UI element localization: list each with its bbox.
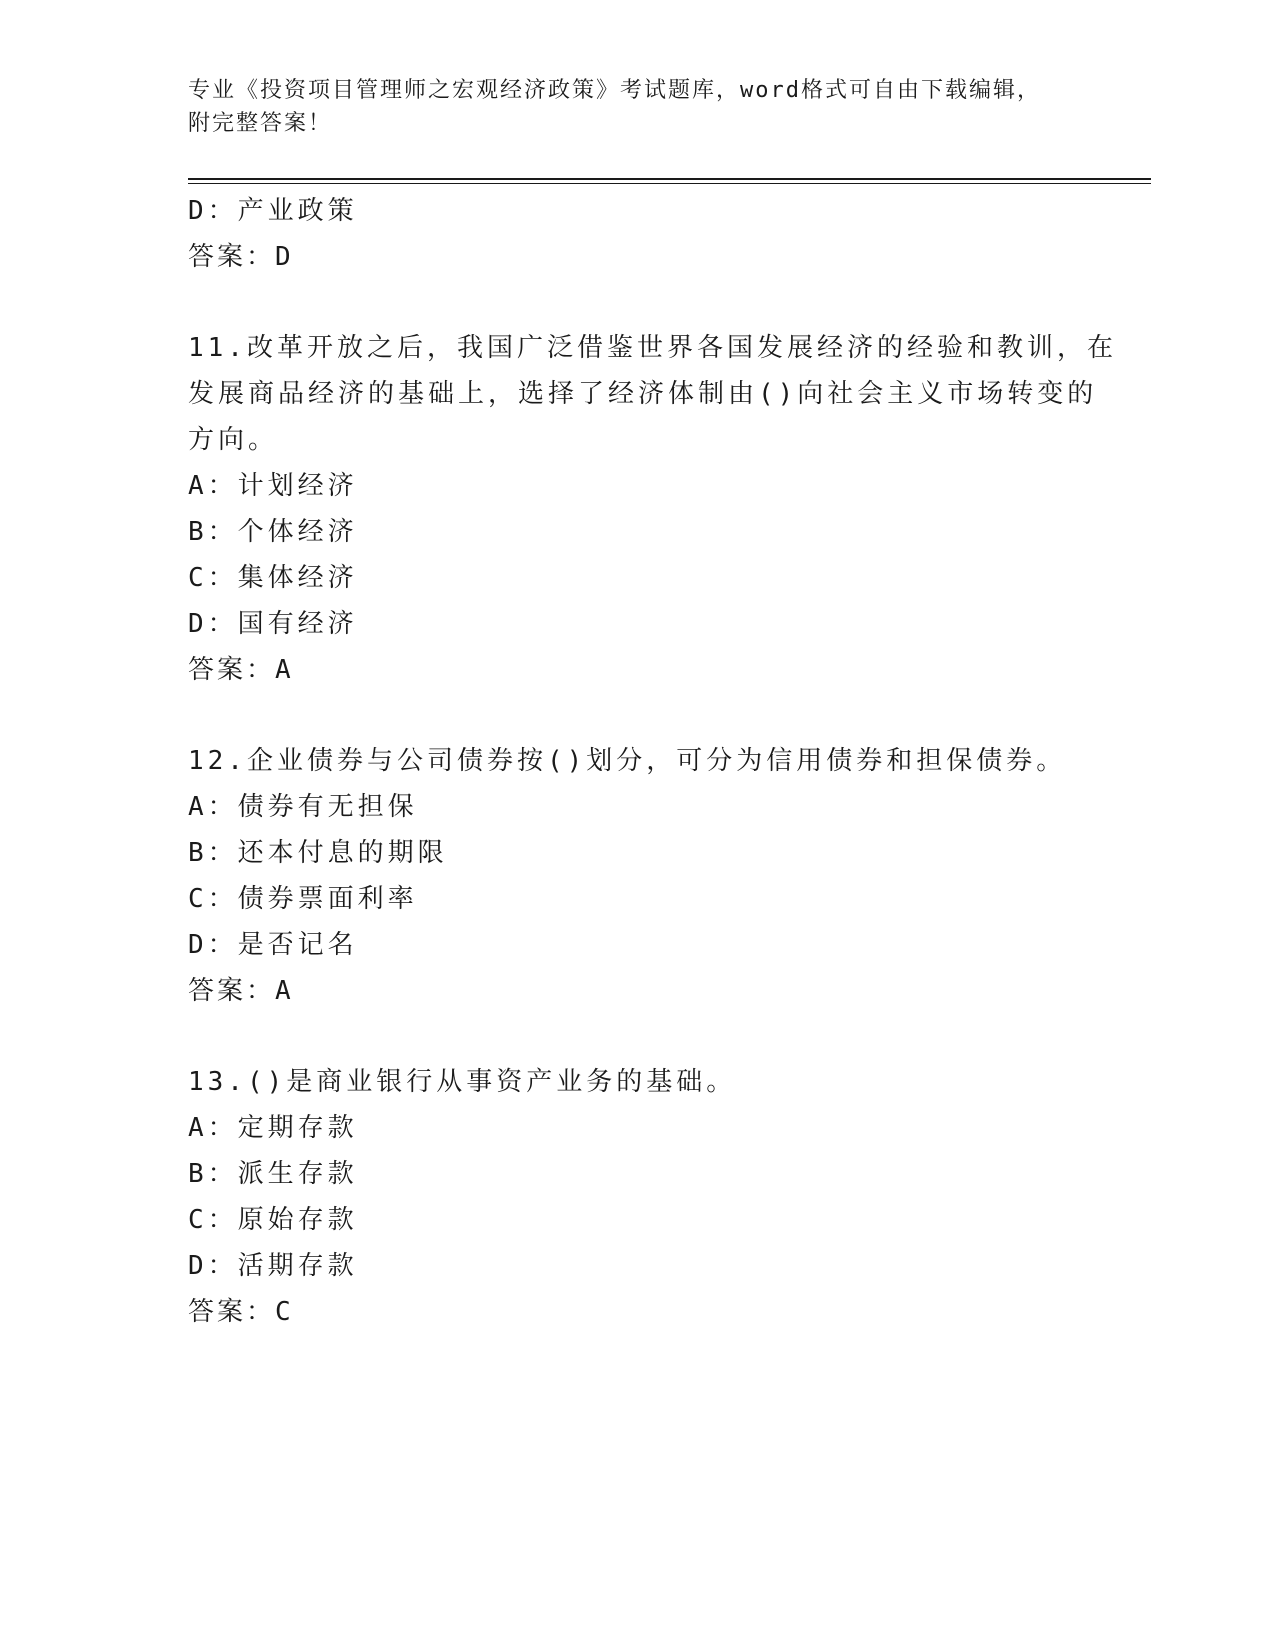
option-d: D：国有经济 bbox=[188, 609, 358, 639]
header-line-2: 附完整答案！ bbox=[188, 111, 333, 136]
answer-line bbox=[188, 647, 1088, 693]
option-c: C：集体经济 bbox=[188, 563, 358, 593]
option-b: B：还本付息的期限 bbox=[188, 838, 448, 868]
question-11 bbox=[188, 325, 1117, 693]
question-text-line: 发展商品经济的基础上，选择了经济体制由()向社会主义市场转变的 bbox=[188, 379, 1098, 409]
answer-line bbox=[188, 234, 1088, 280]
previous-question-block bbox=[188, 188, 1088, 280]
answer-line bbox=[188, 1289, 1088, 1335]
option-a: A：债券有无担保 bbox=[188, 792, 418, 822]
question-gap bbox=[188, 280, 1088, 325]
option-b: B：派生存款 bbox=[188, 1159, 358, 1189]
header-divider-thin bbox=[188, 183, 1151, 184]
option-a: A：计划经济 bbox=[188, 471, 358, 501]
option-a: A：定期存款 bbox=[188, 1113, 358, 1143]
question-gap bbox=[188, 693, 1088, 738]
answer-value: A bbox=[275, 976, 294, 1006]
document-header bbox=[188, 74, 1088, 140]
answer-value: A bbox=[275, 655, 294, 685]
option-c: C：原始存款 bbox=[188, 1205, 358, 1235]
option-d: D：是否记名 bbox=[188, 930, 358, 960]
question-gap bbox=[188, 1014, 1088, 1059]
answer-label: 答案： bbox=[188, 242, 276, 272]
question-text-line: 12.企业债券与公司债券按()划分，可分为信用债券和担保债券。 bbox=[188, 746, 1067, 776]
answer-label: 答案： bbox=[188, 976, 276, 1006]
option-c: C：债券票面利率 bbox=[188, 884, 418, 914]
option-d: D：活期存款 bbox=[188, 1251, 358, 1281]
question-13 bbox=[188, 1059, 1088, 1335]
answer-label: 答案： bbox=[188, 1297, 276, 1327]
question-text-line: 13.()是商业银行从事资产业务的基础。 bbox=[188, 1067, 737, 1097]
answer-value: D bbox=[275, 242, 294, 272]
question-text-line: 方向。 bbox=[188, 425, 279, 455]
answer-value: C bbox=[275, 1297, 294, 1327]
header-line-1: 专业《投资项目管理师之宏观经济政策》考试题库，word格式可自由下载编辑， bbox=[188, 78, 1041, 103]
option-b: B：个体经济 bbox=[188, 517, 358, 547]
answer-label: 答案： bbox=[188, 655, 276, 685]
question-12 bbox=[188, 738, 1088, 1014]
question-content bbox=[188, 188, 1117, 1335]
answer-line bbox=[188, 968, 1088, 1014]
question-text-line: 11.改革开放之后，我国广泛借鉴世界各国发展经济的经验和教训，在 bbox=[188, 333, 1117, 363]
header-divider-thick bbox=[188, 178, 1151, 180]
option-d: D：产业政策 bbox=[188, 196, 358, 226]
